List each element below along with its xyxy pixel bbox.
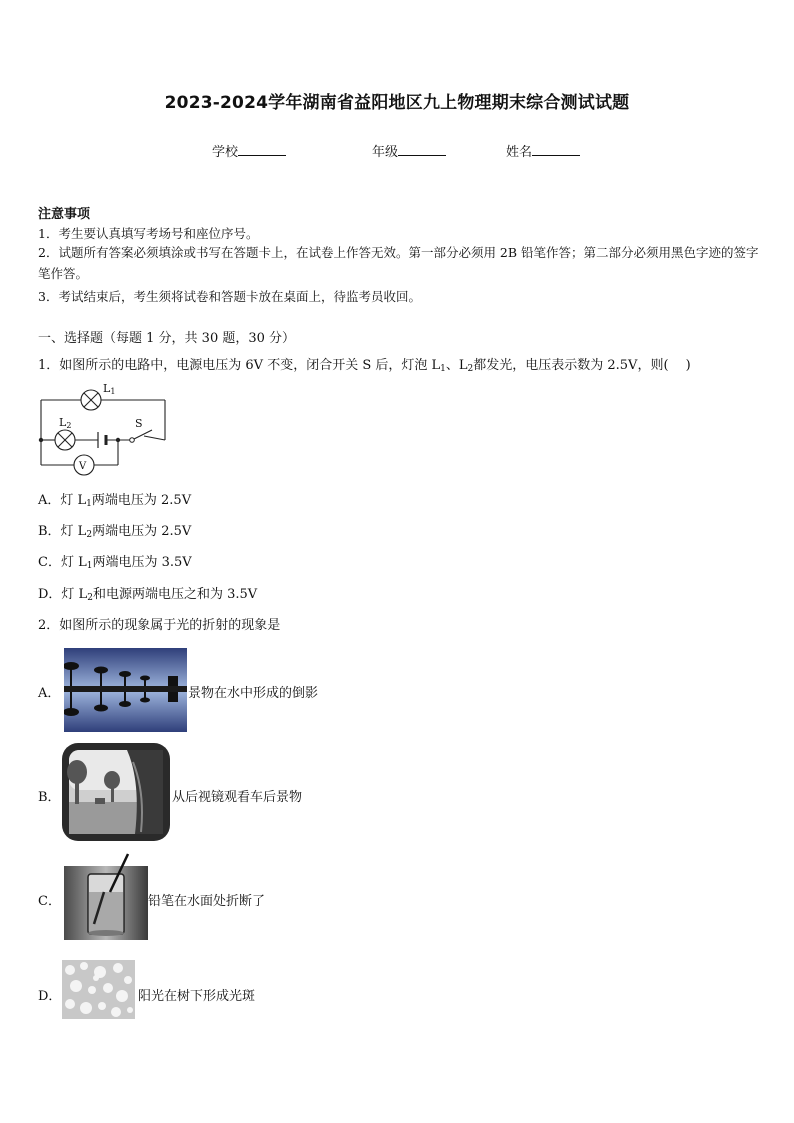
reflection-photo <box>64 648 187 732</box>
q1-stem-sub: 2 <box>467 364 474 374</box>
lamp-l1-symbol <box>81 390 101 410</box>
rear-mirror-photo <box>61 742 171 842</box>
battery-symbol <box>98 432 106 448</box>
name-blank <box>532 143 580 156</box>
note-item: 3．考试结束后，考生须将试卷和答题卡放在桌面上，待监考员收回。 <box>38 289 421 304</box>
junction-dot <box>39 438 43 442</box>
light-spots-photo <box>62 960 135 1019</box>
q1-stem-part: 、L <box>445 358 468 373</box>
option-text: 两端电压为 3.5V <box>92 555 192 570</box>
q1-option-c[interactable] <box>38 551 192 571</box>
note-item: 1．考生要认真填写考场号和座位序号。 <box>38 226 259 241</box>
switch-symbol <box>130 430 152 442</box>
q2-option-d-letter[interactable]: D． <box>38 989 62 1004</box>
notes-heading: 注意事项 <box>38 207 91 222</box>
option-sub: 2 <box>87 593 93 603</box>
q2-option-b-letter[interactable]: B． <box>38 790 61 805</box>
school-label: 学校 <box>212 145 239 160</box>
grade-label: 年级 <box>372 145 399 160</box>
option-sub: 1 <box>86 561 93 571</box>
label-l2: L2 <box>59 416 72 430</box>
pencil-in-water-photo <box>64 852 148 940</box>
q1-stem-part: 都发光，电压表示数为 2.5V，则( ) <box>473 358 691 373</box>
grade-blank <box>398 143 446 156</box>
q2-option-b-text: 从后视镜观看车后景物 <box>172 790 303 805</box>
school-blank <box>238 143 286 156</box>
q1-stem-sub: 1 <box>440 364 446 374</box>
note-item: 2．试题所有答案必须填涂或书写在答题卡上，在试卷上作答无效。第一部分必须用 2B 铅笔作答；第二部分必须用黑色字迹的签字笔作答。 <box>38 245 759 281</box>
option-text: D．灯 L <box>38 587 88 602</box>
q2-option-d-text: 阳光在树下形成光斑 <box>138 989 256 1004</box>
exam-title: 2023-2024学年湖南省益阳地区九上物理期末综合测试试题 <box>164 93 630 113</box>
label-s: S <box>135 417 143 430</box>
label-l1: L1 <box>103 382 116 396</box>
option-text: 两端电压为 2.5V <box>91 493 192 508</box>
junction-dot <box>116 438 120 442</box>
q2-option-a-text: 景物在水中形成的倒影 <box>188 686 319 701</box>
school-field <box>212 141 286 160</box>
q2-option-c-text: 铅笔在水面处折断了 <box>148 894 266 909</box>
label-v: V <box>79 461 87 472</box>
question-2-stem: 2．如图所示的现象属于光的折射的现象是 <box>38 618 281 633</box>
name-label: 姓名 <box>506 145 533 160</box>
q2-option-c-letter[interactable]: C． <box>38 894 61 909</box>
q1-stem-part: 1．如图所示的电路中，电源电压为 6V 不变，闭合开关 S 后，灯泡 L <box>38 358 441 373</box>
option-sub: 1 <box>86 499 92 509</box>
option-text: 两端电压为 2.5V <box>92 524 192 539</box>
option-text: 和电源两端电压之和为 3.5V <box>92 587 258 602</box>
option-text: A．灯 L <box>38 493 87 508</box>
option-text: B．灯 L <box>38 524 87 539</box>
name-field <box>506 141 580 160</box>
lamp-l2-symbol <box>55 430 75 450</box>
q1-option-d[interactable] <box>38 583 257 603</box>
grade-field <box>372 141 446 160</box>
question-1-stem <box>38 354 691 374</box>
circuit-diagram <box>34 378 174 478</box>
option-text: C．灯 L <box>38 555 87 570</box>
option-sub: 2 <box>86 530 93 540</box>
q1-option-b[interactable] <box>38 520 191 540</box>
q2-option-a-letter[interactable]: A． <box>38 686 61 701</box>
q1-option-a[interactable] <box>38 489 191 509</box>
section-heading: 一、选择题（每题 1 分，共 30 题，30 分） <box>38 331 296 346</box>
